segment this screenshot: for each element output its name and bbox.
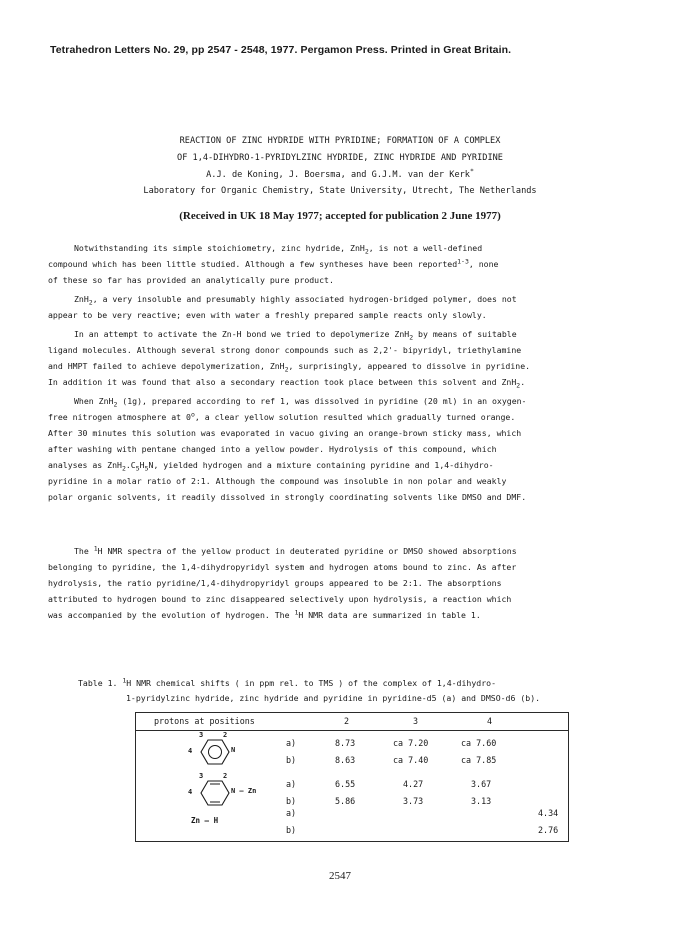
shift-value: 8.73 (335, 738, 356, 748)
shift-value: ca 7.40 (393, 755, 429, 765)
position-label: 2 (223, 772, 228, 780)
corresponding-author-mark: * (469, 167, 474, 176)
text-line: attributed to hydrogen bound to zinc disappeared selectively upon hydrolysis, a reaction which (48, 594, 512, 604)
article-title-line-1: REACTION OF ZINC HYDRIDE WITH PYRIDINE; FORMATION OF A COMPLEX (179, 136, 501, 146)
pyridine-structure (186, 732, 266, 768)
pyridine-ring-icon (196, 736, 236, 770)
text-line: After 30 minutes this solution was evaporated in vacuo giving an orange-brown sticky mass, which (48, 428, 522, 438)
page-number: 2547 (329, 870, 351, 882)
header-protons: protons at positions (154, 716, 255, 726)
table-caption (78, 676, 638, 706)
shift-value: 5.86 (335, 796, 356, 806)
text-line: after washing with pentane changed into a yellow powder. Hydrolysis of this compound, which (48, 444, 497, 454)
shift-value: 3.73 (403, 796, 424, 806)
paragraph-2 (48, 291, 630, 323)
journal-header: Tetrahedron Letters No. 29, pp 2547 - 2548, 1977. Pergamon Press. Printed in Great Britain. (50, 44, 512, 56)
text-line: was accompanied by the evolution of hydrogen. The $^1$H NMR data are summarized in table 1. (48, 608, 481, 620)
shift-value: ca 7.85 (461, 755, 497, 765)
atom-label: N – Zn (231, 787, 257, 795)
paragraph-3 (48, 326, 630, 390)
text-line: The $^1$H NMR spectra of the yellow product in deuterated pyridine or DMSO showed absorptions (74, 544, 517, 556)
text-line: compound which has been little studied. Although a few syntheses have been reported$^{1-3}$, none (48, 257, 499, 269)
solvent-label: a) (286, 808, 297, 818)
solvent-label: b) (286, 796, 297, 806)
text-line: pyridine in a molar ratio of 2:1. Although the compound was insoluble in non polar and weakly (48, 476, 507, 486)
text-line: polar organic solvents, it readily dissolved in strongly coordinating solvents like DMSO and DMF. (48, 492, 527, 502)
shift-value: 4.34 (538, 808, 559, 818)
paragraph-4 (48, 393, 630, 505)
shift-value: 3.67 (471, 779, 492, 789)
caption-line: Table 1. $^1$H NMR chemical shifts ( in ppm rel. to TMS ) of the complex of 1,4-dihydro- (78, 676, 496, 688)
position-label: 4 (188, 747, 193, 755)
nmr-table (135, 712, 569, 842)
caption-line: 1-pyridylzinc hydride, zinc hydride and pyridine in pyridine-d5 (a) and DMSO-d6 (b). (126, 693, 541, 703)
dihydropyridyl-structure (186, 773, 286, 809)
solvent-label: b) (286, 755, 297, 765)
text-line: appear to be very reactive; even with water a freshly prepared sample reacts only slowly. (48, 310, 487, 320)
text-line: belonging to pyridine, the 1,4-dihydropyridyl system and hydrogen atoms bound to zinc. As after (48, 562, 517, 572)
text-line: hydrolysis, the ratio pyridine/1,4-dihydropyridyl groups appeared to be 2:1. The absorptions (48, 578, 502, 588)
shift-value: 8.63 (335, 755, 356, 765)
shift-value: 3.13 (471, 796, 492, 806)
solvent-label: a) (286, 779, 297, 789)
header-position-2: 2 (344, 716, 350, 726)
text-line: free nitrogen atmosphere at 0$^o$, a clear yellow solution resulted which gradually turned orange. (48, 410, 516, 422)
position-label: 2 (223, 731, 228, 739)
header-position-4: 4 (487, 716, 493, 726)
authors (0, 167, 680, 180)
position-label: 4 (188, 788, 193, 796)
paragraph-5 (48, 543, 630, 623)
article-title-line-2: OF 1,4-DIHYDRO-1-PYRIDYLZINC HYDRIDE, ZINC HYDRIDE AND PYRIDINE (177, 153, 503, 163)
affiliation: Laboratory for Organic Chemistry, State University, Utrecht, The Netherlands (143, 186, 537, 196)
text-line: of these so far has provided an analytically pure product. (48, 275, 334, 285)
header-position-3: 3 (413, 716, 419, 726)
shift-value: ca 7.20 (393, 738, 429, 748)
text-line: When ZnH$_2$ (1g), prepared according to ref 1, was dissolved in pyridine (20 ml) in an oxygen- (74, 396, 527, 409)
text-line: In an attempt to activate the Zn-H bond we tried to depolymerize ZnH$_2$ by means of suitable (74, 329, 517, 342)
shift-value: 2.76 (538, 825, 559, 835)
atom-label: N (231, 746, 236, 754)
zn-h-label: Zn — H (191, 816, 219, 825)
text-line: In addition it was found that also a secondary reaction took place between this solvent and ZnH$_2$. (48, 377, 526, 390)
table-header-row (136, 713, 568, 731)
received-dates: (Received in UK 18 May 1977; accepted for publication 2 June 1977) (179, 210, 501, 222)
paragraph-1 (48, 240, 630, 288)
text-line: Notwithstanding its simple stoichiometry, zinc hydride, ZnH$_2$, is not a well-defined (74, 243, 483, 256)
dihydropyridine-ring-icon (196, 777, 236, 811)
position-label: 3 (199, 731, 204, 739)
text-line: analyses as $ZnH_2.C_5H_5N$, yielded hydrogen and a mixture containing pyridine and 1,4-dihydro- (48, 460, 494, 473)
text-line: ZnH$_2$, a very insoluble and presumably highly associated hydrogen-bridged polymer, does not (74, 294, 517, 307)
shift-value: 4.27 (403, 779, 424, 789)
shift-value: 6.55 (335, 779, 356, 789)
position-label: 3 (199, 772, 204, 780)
text-line: ligand molecules. Although several strong donor compounds such as 2,2'- bipyridyl, triethylamine (48, 345, 522, 355)
text-line: and HMPT failed to achieve depolymerization, ZnH$_2$, surprisingly, appeared to dissolve in pyridine. (48, 361, 531, 374)
solvent-label: b) (286, 825, 297, 835)
solvent-label: a) (286, 738, 297, 748)
shift-value: ca 7.60 (461, 738, 497, 748)
author-names: A.J. de Koning, J. Boersma, and G.J.M. van der Kerk (206, 170, 470, 180)
